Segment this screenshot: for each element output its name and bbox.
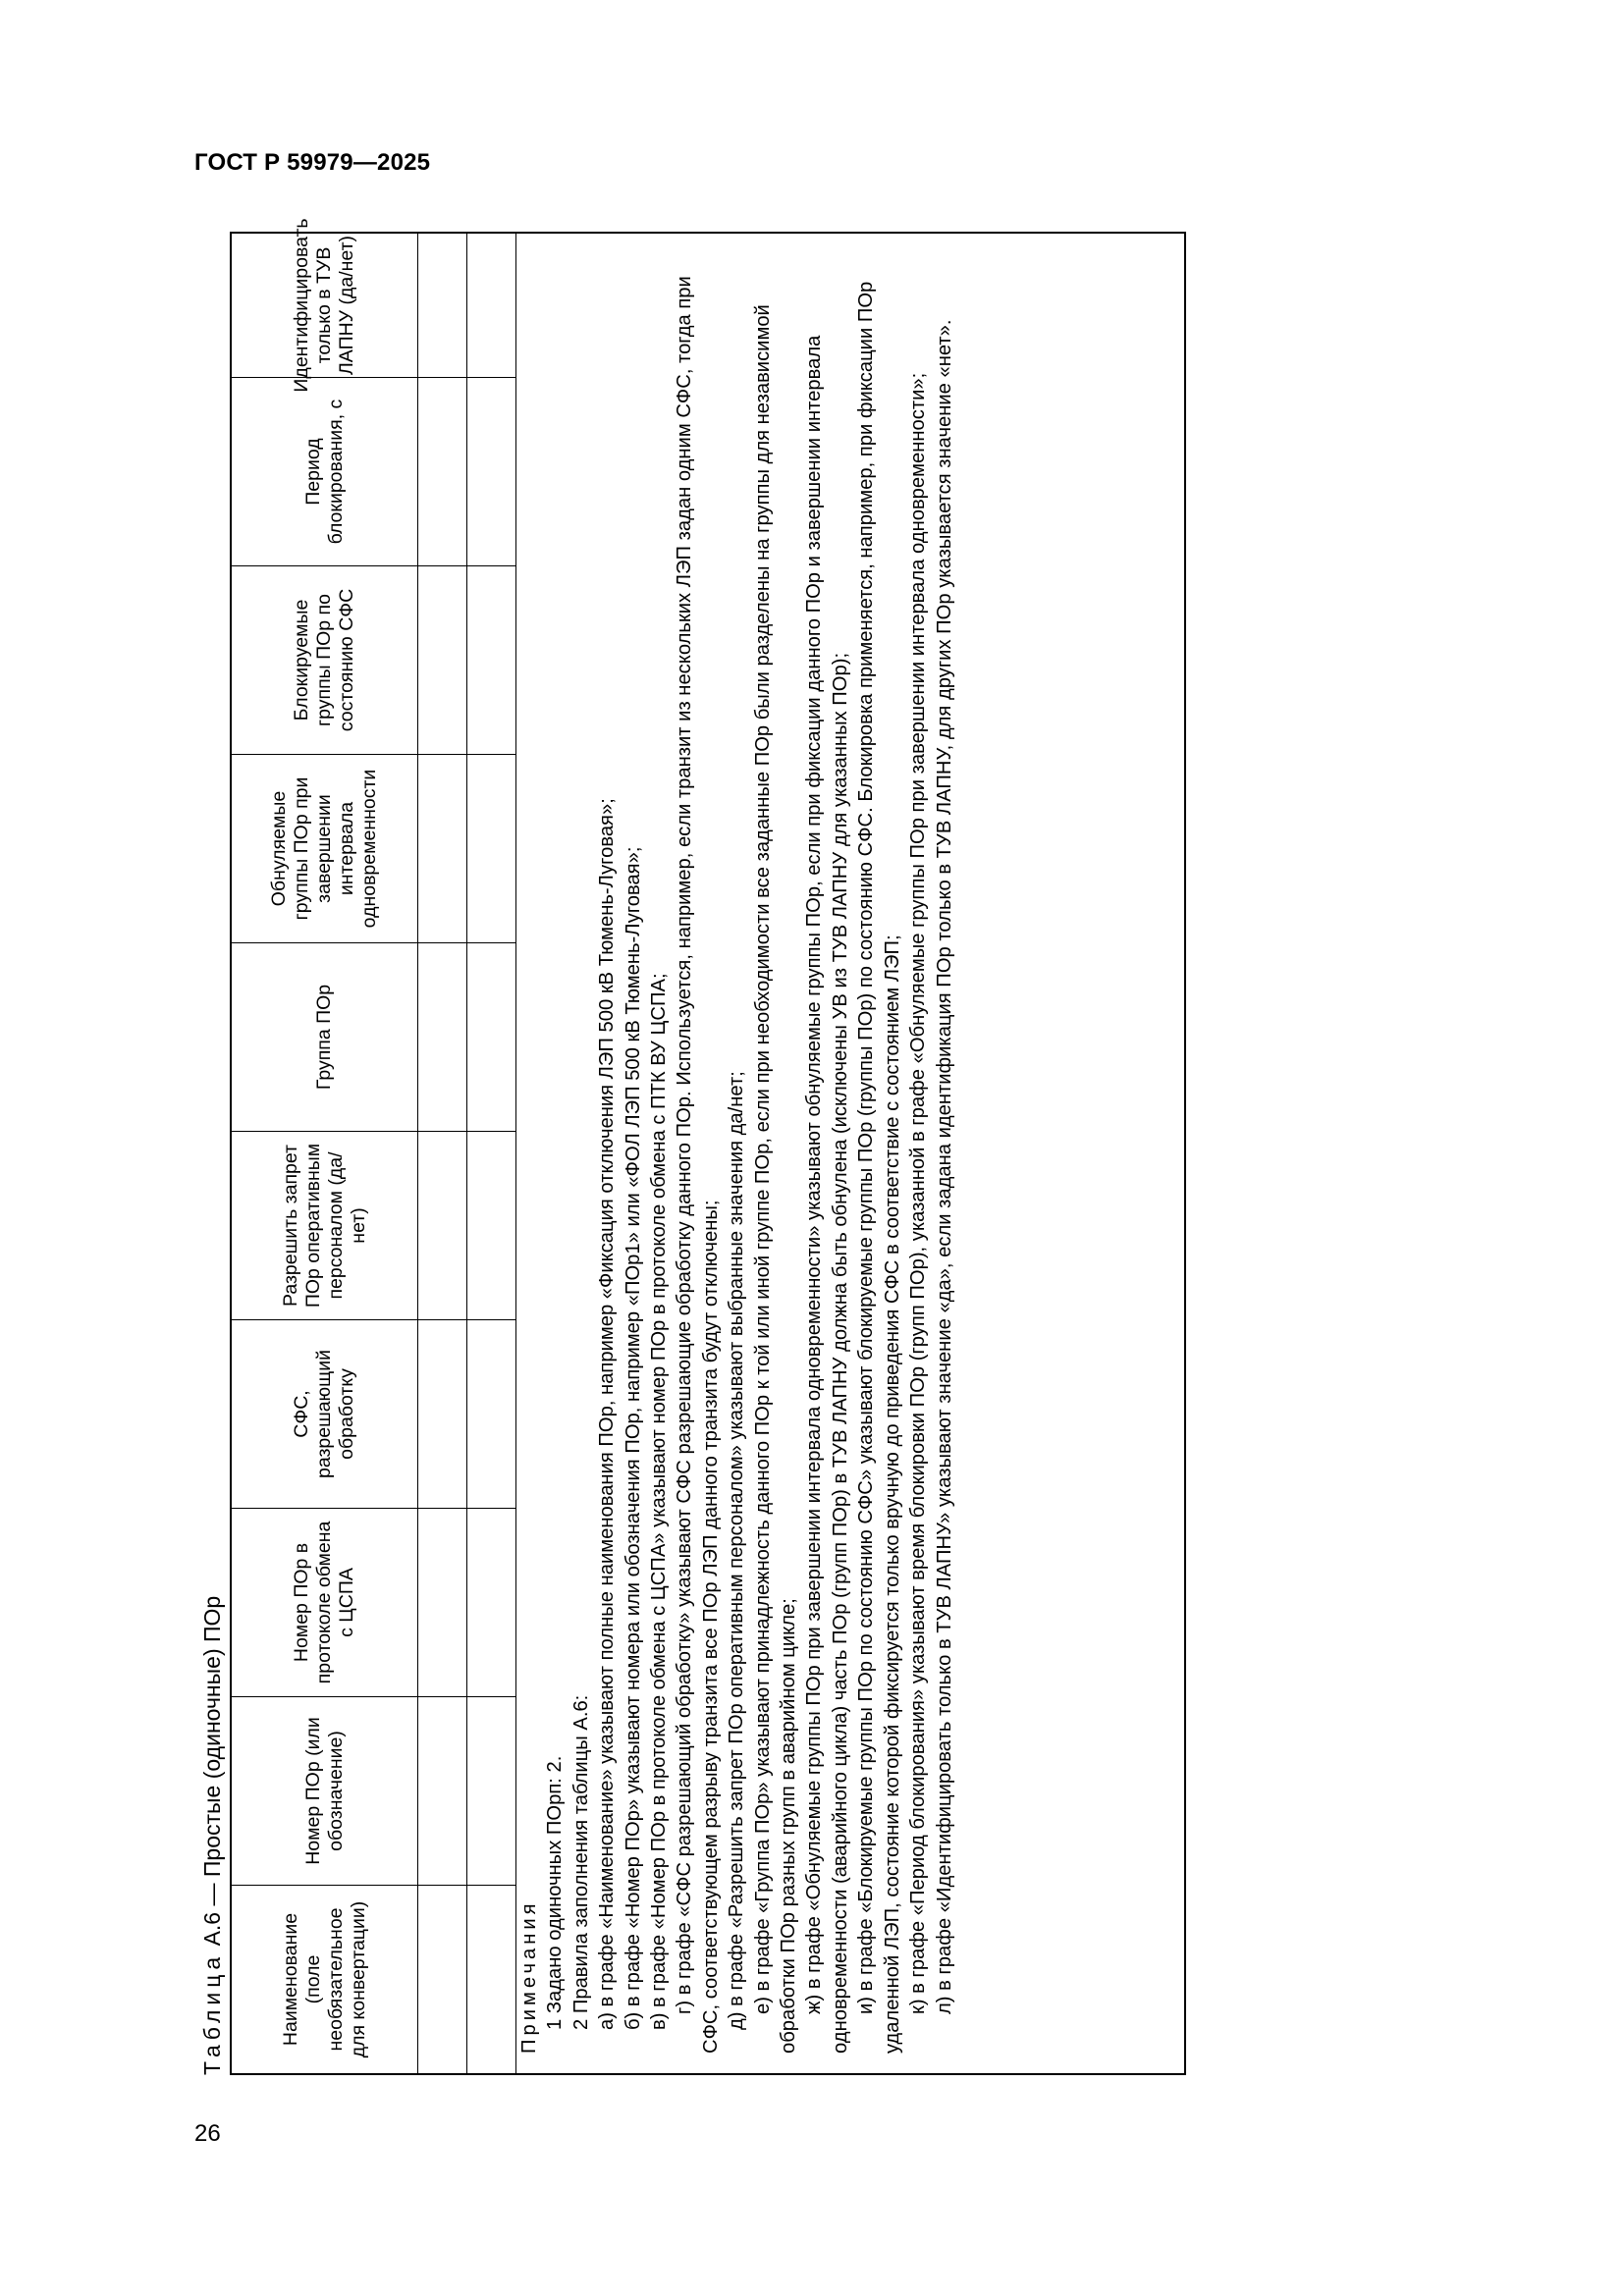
document-code: ГОСТ Р 59979—2025 — [194, 149, 431, 176]
table-cell — [418, 234, 466, 377]
table-cell — [467, 1131, 515, 1319]
rotated-table-section — [194, 218, 1188, 2075]
note-rule-g: г) в графе «СФС разрешающий обработку» указывают СФС разрешающие обработку данного ПОр. Используется, например, если транзит из нескольких ЛЭП задан одним СФС, тогда при СФС, соответствующем разрыву транзита все ПОр ЛЭП данного транзита будут отключены; — [674, 276, 722, 2054]
table-cell — [467, 565, 515, 754]
note-rule-l: л) в графе «Идентифицировать только в ТУВ ЛАПНУ» указывают значение «да», если задана идентификация ПОр только в ТУВ ЛАПНУ, для других ПОр указывается значение «нет». — [933, 319, 955, 2014]
column-header-protocol-number: Номер ПОр в протоколе обмена с ЦСПА — [232, 1508, 417, 1696]
note-1: 1 Задано одиночных ПОрп: 2. — [544, 1755, 567, 2030]
table-cell — [418, 1508, 466, 1696]
column-header-name: Наименование (поле необязательное для конвертации) — [232, 1885, 417, 2073]
note-rule-v: в) в графе «Номер ПОр в протоколе обмена с ЦСПА» указывают номер ПОр в протоколе обмена с ПТК ВУ ЦСПА; — [648, 973, 671, 2030]
table-cell — [418, 1131, 466, 1319]
table-cell — [467, 1508, 515, 1696]
table-caption-title: А.6 — Простые (одиночные) ПОр — [199, 1595, 225, 1947]
page-number: 26 — [194, 2120, 221, 2147]
table-row — [467, 234, 516, 2073]
table-cell — [467, 1319, 515, 1508]
table-cell — [418, 1885, 466, 2073]
column-header-reset-groups: Обнуляемые группы ПОр при завершении интервала одновременности — [232, 754, 417, 942]
note-rule-k: к) в графе «Период блокирования» указывают время блокировки ПОр (групп ПОр), указанной в графе «Обнуляемые группы ПОр при завершении интервала одновременности»; — [907, 372, 930, 2014]
column-header-allow-ban: Разрешить запрет ПОр оперативным персоналом (да/нет) — [232, 1131, 417, 1319]
table-cell — [467, 754, 515, 942]
notes-title: Примечания — [518, 1899, 540, 2054]
table-cell — [467, 234, 515, 377]
table-caption-word: Таблица — [199, 1951, 225, 2075]
table-notes — [516, 234, 1186, 2073]
table-cell — [418, 942, 466, 1131]
note-rule-zh: ж) в графе «Обнуляемые группы ПОр при завершении интервала одновременности» указывают обнуляемые группы ПОр, если при фиксации данного ПОр и завершении интервала одновременности (аварийного цикла) часть ПОр (групп ПОр) в ТУВ ЛАПНУ должна быть обнулена (исключены УВ из ТУВ ЛАПНУ для указанных ПОр); — [803, 335, 851, 2054]
column-header-group: Группа ПОр — [232, 942, 417, 1131]
table-row — [418, 234, 467, 2073]
column-header-por-number: Номер ПОр (или обозначение) — [232, 1696, 417, 1885]
column-header-sfs: СФС, разрешающий обработку — [232, 1319, 417, 1508]
column-header-blocked-groups: Блокируемые группы ПОр по состоянию СФС — [232, 565, 417, 754]
table-cell — [467, 1885, 515, 2073]
column-header-identify-only: Идентифицировать только в ТУВ ЛАПНУ (да/нет) — [291, 218, 357, 393]
table-cell — [467, 377, 515, 565]
note-rule-a: а) в графе «Наименование» указывают полные наименования ПОр, например «Фиксация отключения ЛЭП 500 кВ Тюмень-Луговая»; — [596, 798, 619, 2030]
note-rule-b: б) в графе «Номер ПОр» указывают номера или обозначения ПОр, например «ПОр1» или «ФОЛ ЛЭП 500 кВ Тюмень-Луговая»; — [622, 846, 644, 2030]
table-cell — [418, 1319, 466, 1508]
table-cell — [418, 1696, 466, 1885]
note-rule-e: е) в графе «Группа ПОр» указывают принадлежность данного ПОр к той или иной группе ПОр, если при необходимости все заданные ПОр были разделены на группы для независимой обработки ПОр разных групп в аварийном цикле; — [751, 304, 800, 2054]
note-rule-i: и) в графе «Блокируемые группы ПОр по состоянию СФС» указывают блокируемые группы ПОр (группы ПОр) по состоянию СФС. Блокировка применяется, например, при фиксации ПОр удаленной ЛЭП, состояние которой фиксируется только вручную до приведения СФС в соответствие с состоянием ЛЭП; — [855, 281, 903, 2054]
table-a6 — [230, 218, 1186, 2075]
table-cell — [467, 942, 515, 1131]
table-cell — [418, 565, 466, 754]
note-2: 2 Правила заполнения таблицы А.6: — [569, 1694, 592, 2030]
table-caption — [194, 1596, 230, 2075]
column-header-block-period: Период блокирования, с — [232, 377, 417, 565]
table-cell — [467, 1696, 515, 1885]
table-cell — [418, 377, 466, 565]
table-header-row — [232, 218, 418, 2073]
table-cell — [418, 754, 466, 942]
note-rule-d: д) в графе «Разрешить запрет ПОр оперативным персоналом» указывают выбранные значения да/нет; — [726, 1071, 748, 2030]
